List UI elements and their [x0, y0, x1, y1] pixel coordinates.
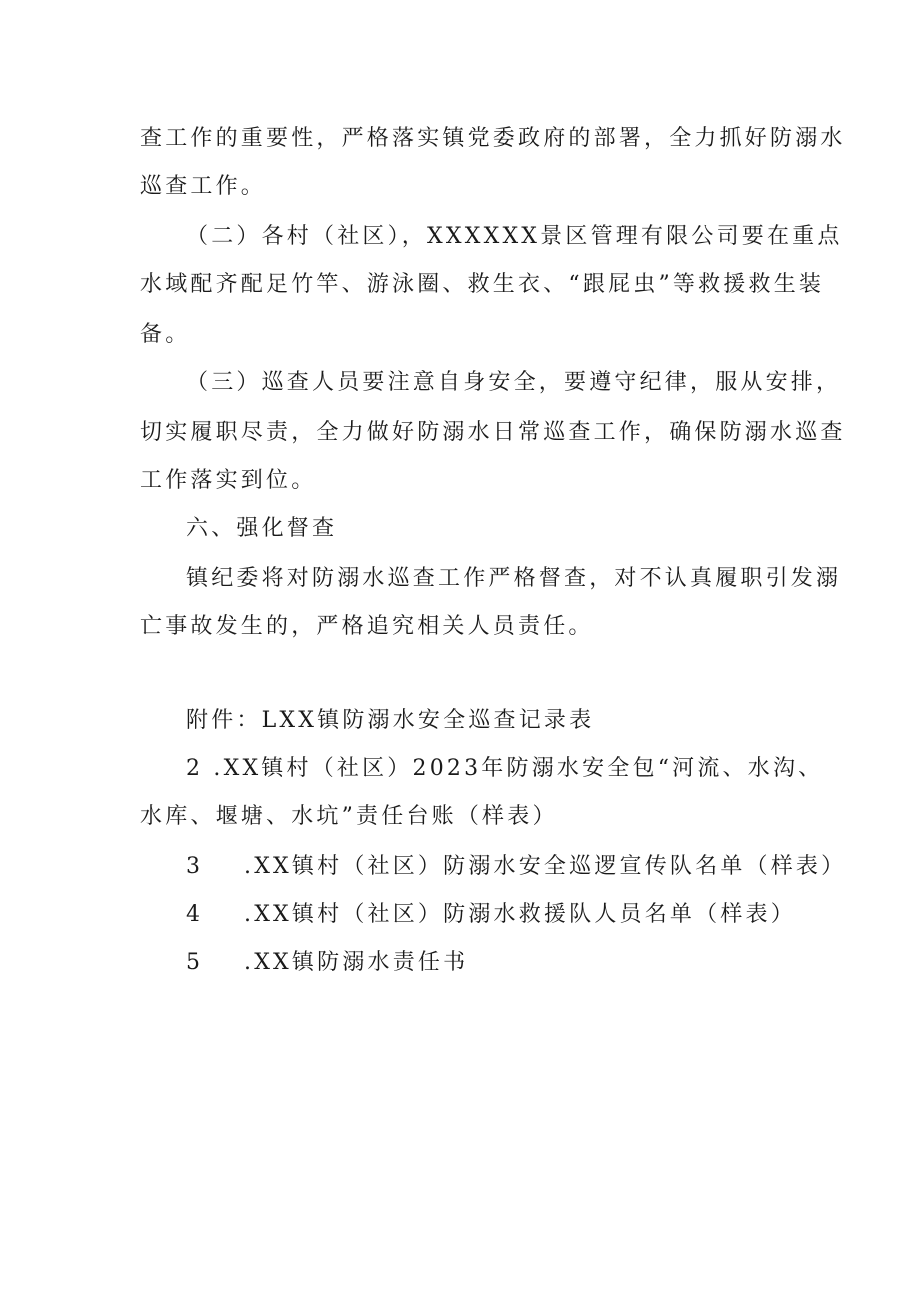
attachment-item: [186, 948, 468, 978]
paragraph-line: （二）各村（社区），XXXXXX景区管理有限公司要在重点: [186, 224, 843, 249]
paragraph-line: （三）巡查人员要注意自身安全，要遵守纪律，服从安排，: [186, 370, 842, 395]
paragraph-line: 水域配齐配足竹竿、游泳圈、救生衣、“跟屁虫”等救援救生装: [140, 272, 825, 297]
attachment-number: 5: [186, 950, 200, 975]
paragraph-line: 工作落实到位。: [140, 468, 317, 493]
attachment-title: .XX镇防溺水责任书: [244, 950, 469, 975]
paragraph-line: 查工作的重要性，严格落实镇党委政府的部署，全力抓好防溺水: [140, 126, 846, 151]
attachment-number: 3: [186, 854, 200, 879]
paragraph-line: 镇纪委将对防溺水巡查工作严格督查，对不认真履职引发溺: [186, 566, 842, 591]
attachment-heading: 附件：LXX镇防溺水安全巡查记录表: [186, 708, 595, 733]
section-heading: 六、强化督查: [186, 516, 338, 541]
paragraph-line: 备。: [140, 322, 191, 347]
attachment-item: [186, 852, 846, 882]
attachment-item: 水库、堰塘、水坑”责任台账（样表）: [140, 804, 558, 829]
attachment-item: [186, 900, 796, 930]
paragraph-line: 亡事故发生的，严格追究相关人员责任。: [140, 614, 594, 639]
attachment-title: .XX镇村（社区）防溺水安全巡逻宣传队名单（样表）: [244, 854, 847, 879]
paragraph-line: 巡查工作。: [140, 174, 267, 199]
attachment-item: 2 .XX镇村（社区）2023年防溺水安全包“河流、水沟、: [186, 756, 824, 781]
paragraph-line: 切实履职尽责，全力做好防溺水日常巡查工作，确保防溺水巡查: [140, 420, 846, 445]
attachment-number: 4: [186, 902, 200, 927]
attachment-title: .XX镇村（社区）防溺水救援队人员名单（样表）: [244, 902, 796, 927]
